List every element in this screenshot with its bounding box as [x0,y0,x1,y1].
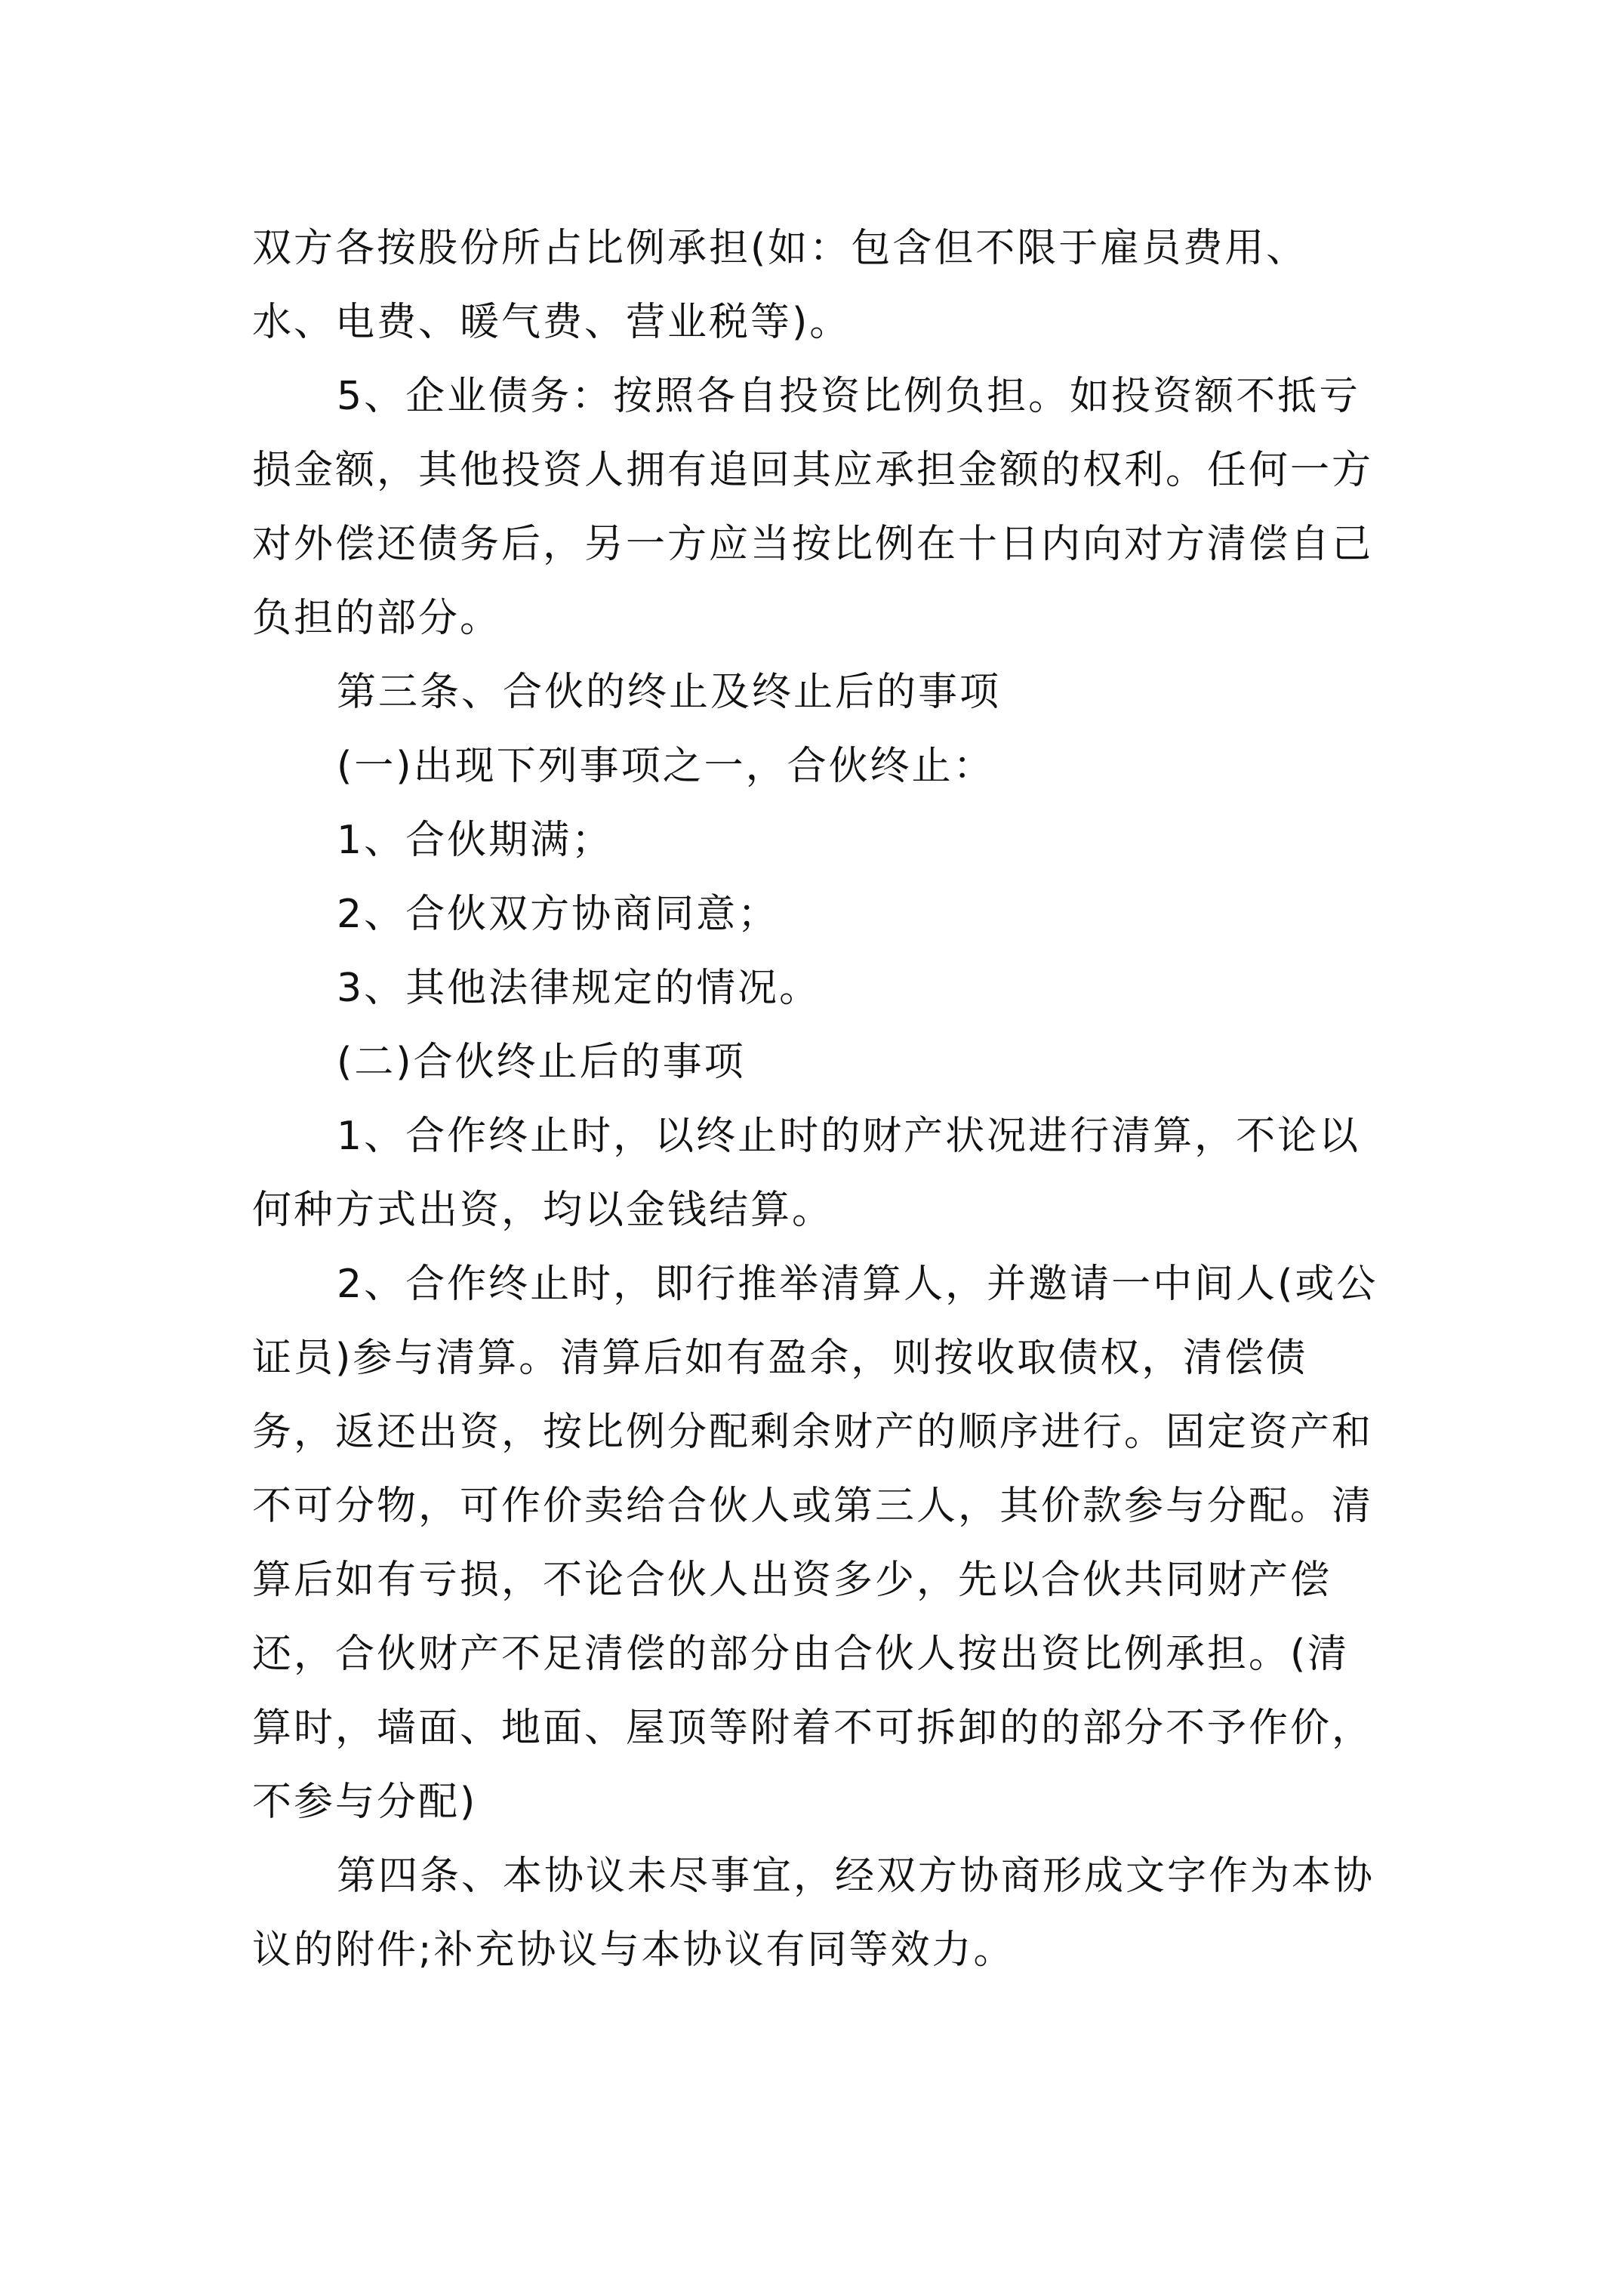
document-body [252,211,1384,1987]
section-heading: 第四条、本协议未尽事宜，经双方协商形成文字作为本协议的附件;补充协议与本协议有同等效力。 [252,1854,1375,1973]
subsection-heading: (一)出现下列事项之一，合伙终止： [337,744,995,789]
list-item: 2、合作终止时，即行推举清算人，并邀请一中间人(或公证员)参与清算。清算后如有盈余，则按收取债权，清偿债务，返还出资，按比例分配剩余财产的顺序进行。固定资产和不可分物，可作价卖给合伙人或第三人，其价款参与分配。清算后如有亏损，不论合伙人出资多少，先以合伙共同财产偿还，合伙财产不足清偿的部分由合伙人按出资比例承担。(清算时，墙面、地面、屋顶等附着不可拆卸的的部分不予作价，不参与分配) [252,1262,1378,1825]
list-item: 1、合作终止时，以终止时的财产状况进行清算，不论以何种方式出资，均以金钱结算。 [252,1114,1361,1233]
list-item: 2、合伙双方协商同意； [337,892,780,937]
list-item: 3、其他法律规定的情况。 [337,966,821,1011]
paragraph: 5、企业债务：按照各自投资比例负担。如投资额不抵亏损金额，其他投资人拥有追回其应承担金额的权利。任何一方对外偿还债务后，另一方应当按比例在十日内向对方清偿自己负担的部分。 [252,374,1374,641]
section-heading: 第三条、合伙的终止及终止后的事项 [337,670,1002,715]
subsection-heading: (二)合伙终止后的事项 [337,1040,746,1085]
list-item: 1、合伙期满； [337,818,614,863]
paragraph: 双方各按股份所占比例承担(如：包含但不限于雇员费用、水、电费、暖气费、营业税等)。 [252,226,1308,345]
